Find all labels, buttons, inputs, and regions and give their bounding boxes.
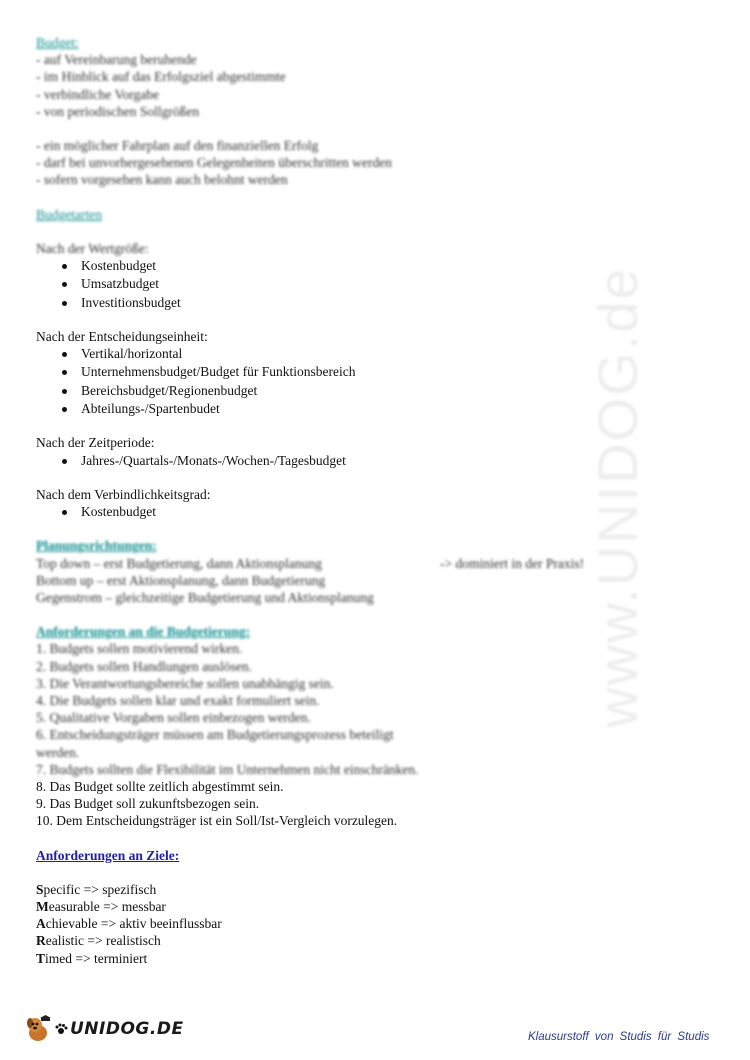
document-page [36,34,676,967]
anforderung-line: 6. Entscheidungsträger müssen am Budgetierungsprozess beteiligt [36,727,394,743]
budget-section [36,34,676,189]
smart-text: ealistic => realistisch [45,933,161,949]
planung-title: Planungsrichtungen: [36,538,157,554]
group-heading: Nach der Zeitperiode: [36,435,155,451]
smart-list [36,881,676,967]
anforderungen-title: Anforderungen an die Budgetierung: [36,624,251,640]
unidog-logo [24,1014,184,1044]
anforderungen-blurred [36,623,676,778]
smart-item [36,881,676,898]
list-item: Kostenbudget [62,257,676,275]
anforderung-line: werden. [36,744,80,760]
list-item: Bereichsbudget/Regionenbudget [62,382,676,400]
smart-letter: A [36,916,46,932]
list-item: Unternehmensbudget/Budget für Funktionsbereich [62,363,676,381]
list-item: Abteilungs-/Spartenbudet [62,400,676,418]
budget-line: - von periodischen Sollgrößen [36,103,200,119]
paw-icon [54,1022,68,1036]
budgetarten-title: Budgetarten [36,206,102,222]
anforderung-line: 3. Die Verantwortungsbereiche sollen unabhängig sein. [36,675,334,691]
bullet-list [36,452,676,470]
anforderung-line: 9. Das Budget soll zukunftsbezogen sein. [36,796,260,812]
list-item: Umsatzbudget [62,275,676,293]
budget-title: Budget: [36,35,79,50]
group-heading: Nach der Wertgröße: [36,240,149,256]
planung-line: Top down – erst Budgetierung, dann Aktionsplanung [36,555,322,571]
planung-line: Bottom up – erst Aktionsplanung, dann Budgetierung [36,572,326,588]
smart-item [36,932,676,949]
anforderung-line: 10. Dem Entscheidungsträger ist ein Soll/Ist-Vergleich vorzulegen. [36,813,398,829]
smart-text: chievable => aktiv beeinflussbar [45,916,222,932]
smart-letter: M [36,898,49,914]
smart-item [36,950,676,967]
anforderung-line: 7. Budgets sollten die Flexibilität im Unternehmen nicht einschränken. [36,761,419,777]
list-item: Kostenbudget [62,503,676,521]
group-heading: Nach dem Verbindlichkeitsgrad: [36,486,211,502]
ziele-title: Anforderungen an Ziele: [36,847,180,863]
budget-line: - auf Vereinbarung beruhende [36,52,197,68]
dog-icon [24,1014,54,1044]
footer-tagline: Klausurstoff von Studis für Studis [528,1031,710,1043]
anforderung-line: 8. Das Budget sollte zeitlich abgestimmt sein. [36,778,284,794]
budget-line: - verbindliche Vorgabe [36,86,159,102]
anforderung-line: 5. Qualitative Vorgaben sollen einbezogen werden. [36,710,311,726]
bullet-list [36,257,676,312]
budget-line: - ein möglicher Fahrplan auf den finanziellen Erfolg [36,138,319,154]
budget-line: - darf bei unvorhergesehenen Gelegenheiten überschritten werden [36,155,392,171]
smart-text: pecific => spezifisch [43,881,157,897]
list-item: Jahres-/Quartals-/Monats-/Wochen-/Tagesbudget [62,452,676,470]
group-heading: Nach der Entscheidungseinheit: [36,328,208,344]
smart-item [36,915,676,932]
planung-note: -> dominiert in der Praxis! [440,555,585,571]
anforderung-line: 4. Die Budgets sollen klar und exakt formuliert sein. [36,692,320,708]
anforderung-line: 2. Budgets sollen Handlungen auslösen. [36,658,252,674]
smart-text: imed => terminiert [45,950,148,966]
logo-text: UNIDOG.DE [70,1019,184,1039]
anforderung-line: 1. Budgets sollen motivierend wirken. [36,641,243,657]
smart-item [36,898,676,915]
smart-letter: S [36,881,44,897]
smart-letter: T [36,950,46,966]
bullet-list [36,345,676,418]
budget-line: - sofern vorgesehen kann auch belohnt werden [36,172,288,188]
budget-line: - im Hinblick auf das Erfolgsziel abgestimmte [36,69,286,85]
budgetarten-title-block [36,206,676,223]
smart-letter: R [36,933,46,949]
watermark: www.UNIDOG.de [586,266,649,728]
list-item: Vertikal/horizontal [62,345,676,363]
bullet-list [36,503,676,521]
smart-text: easurable => messbar [48,898,166,914]
planung-line: Gegenstrom – gleichzeitige Budgetierung und Aktionsplanung [36,589,374,605]
planung-section [36,537,676,606]
list-item: Investitionsbudget [62,294,676,312]
